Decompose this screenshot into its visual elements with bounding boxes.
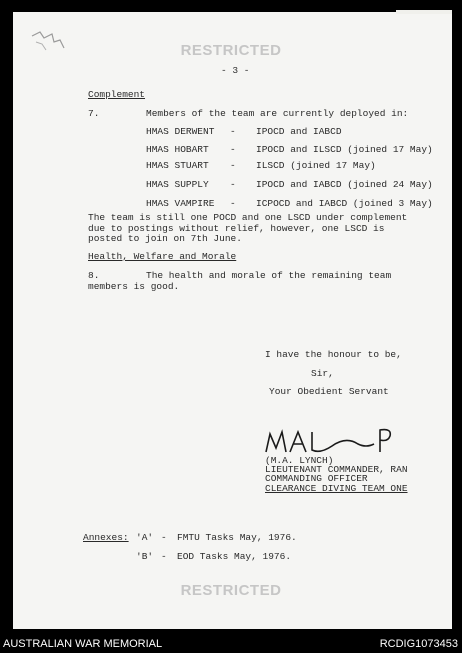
deployment-role: ILSCD (joined 17 May) — [256, 160, 376, 171]
annex-id: 'A' — [136, 532, 154, 543]
deployment-ship: HMAS STUART — [146, 160, 209, 171]
deployment-dash: - — [230, 144, 236, 155]
para7-number: 7. — [88, 108, 100, 119]
para8-text: The health and morale of the remaining team members is good. — [88, 270, 392, 292]
annex-text: EOD Tasks May, 1976. — [177, 551, 292, 562]
signatory-title: COMMANDING OFFICER — [265, 473, 368, 484]
signatory-rank: LIEUTENANT COMMANDER, RAN — [265, 464, 408, 475]
deployment-dash: - — [230, 126, 236, 137]
archive-footer — [0, 632, 462, 653]
deployment-role: IPOCD and ILSCD (joined 17 May) — [256, 144, 433, 155]
deployment-role: IPOCD and IABCD (joined 24 May) — [256, 179, 433, 190]
deployment-dash: - — [230, 198, 236, 209]
page-number: - 3 - — [221, 65, 250, 76]
footer-record-id: RCDIG1073453 — [379, 638, 458, 650]
footer-institution: AUSTRALIAN WAR MEMORIAL — [3, 638, 163, 650]
annex-dash: - — [161, 551, 167, 562]
deployment-ship: HMAS HOBART — [146, 144, 209, 155]
signatory-unit: CLEARANCE DIVING TEAM ONE — [265, 483, 408, 494]
deployment-role: IPOCD and IABCD — [256, 126, 342, 137]
deployment-role: ICPOCD and IABCD (joined 3 May) — [256, 198, 433, 209]
signatory-name: (M.A. LYNCH) — [265, 455, 334, 466]
closing-servant: Your Obedient Servant — [269, 386, 389, 397]
complement-note: The team is still one POCD and one LSCD under complement due to postings without relief, however, one LSCD is posted to join on 7th June. — [88, 212, 408, 244]
closing-salutation: Sir, — [311, 368, 334, 379]
annex-dash: - — [161, 532, 167, 543]
closing-line: I have the honour to be, — [265, 349, 402, 360]
deployment-ship: HMAS DERWENT — [146, 126, 215, 137]
annex-id: 'B' — [136, 551, 154, 562]
classification-top: RESTRICTED — [180, 42, 282, 59]
classification-bottom: RESTRICTED — [180, 582, 282, 599]
para8-number: 8. — [88, 270, 100, 281]
handwritten-signature — [262, 426, 402, 458]
deployment-ship: HMAS VAMPIRE — [146, 198, 215, 209]
deployment-ship: HMAS SUPPLY — [146, 179, 209, 190]
annexes-label: Annexes: — [83, 532, 129, 543]
annex-text: FMTU Tasks May, 1976. — [177, 532, 297, 543]
deployment-dash: - — [230, 179, 236, 190]
para7-text: Members of the team are currently deployed in: — [146, 108, 409, 119]
complement-heading: Complement — [88, 89, 146, 100]
deployment-dash: - — [230, 160, 236, 171]
health-heading: Health, Welfare and Morale — [88, 251, 237, 262]
paper-edge-tab — [396, 10, 452, 14]
